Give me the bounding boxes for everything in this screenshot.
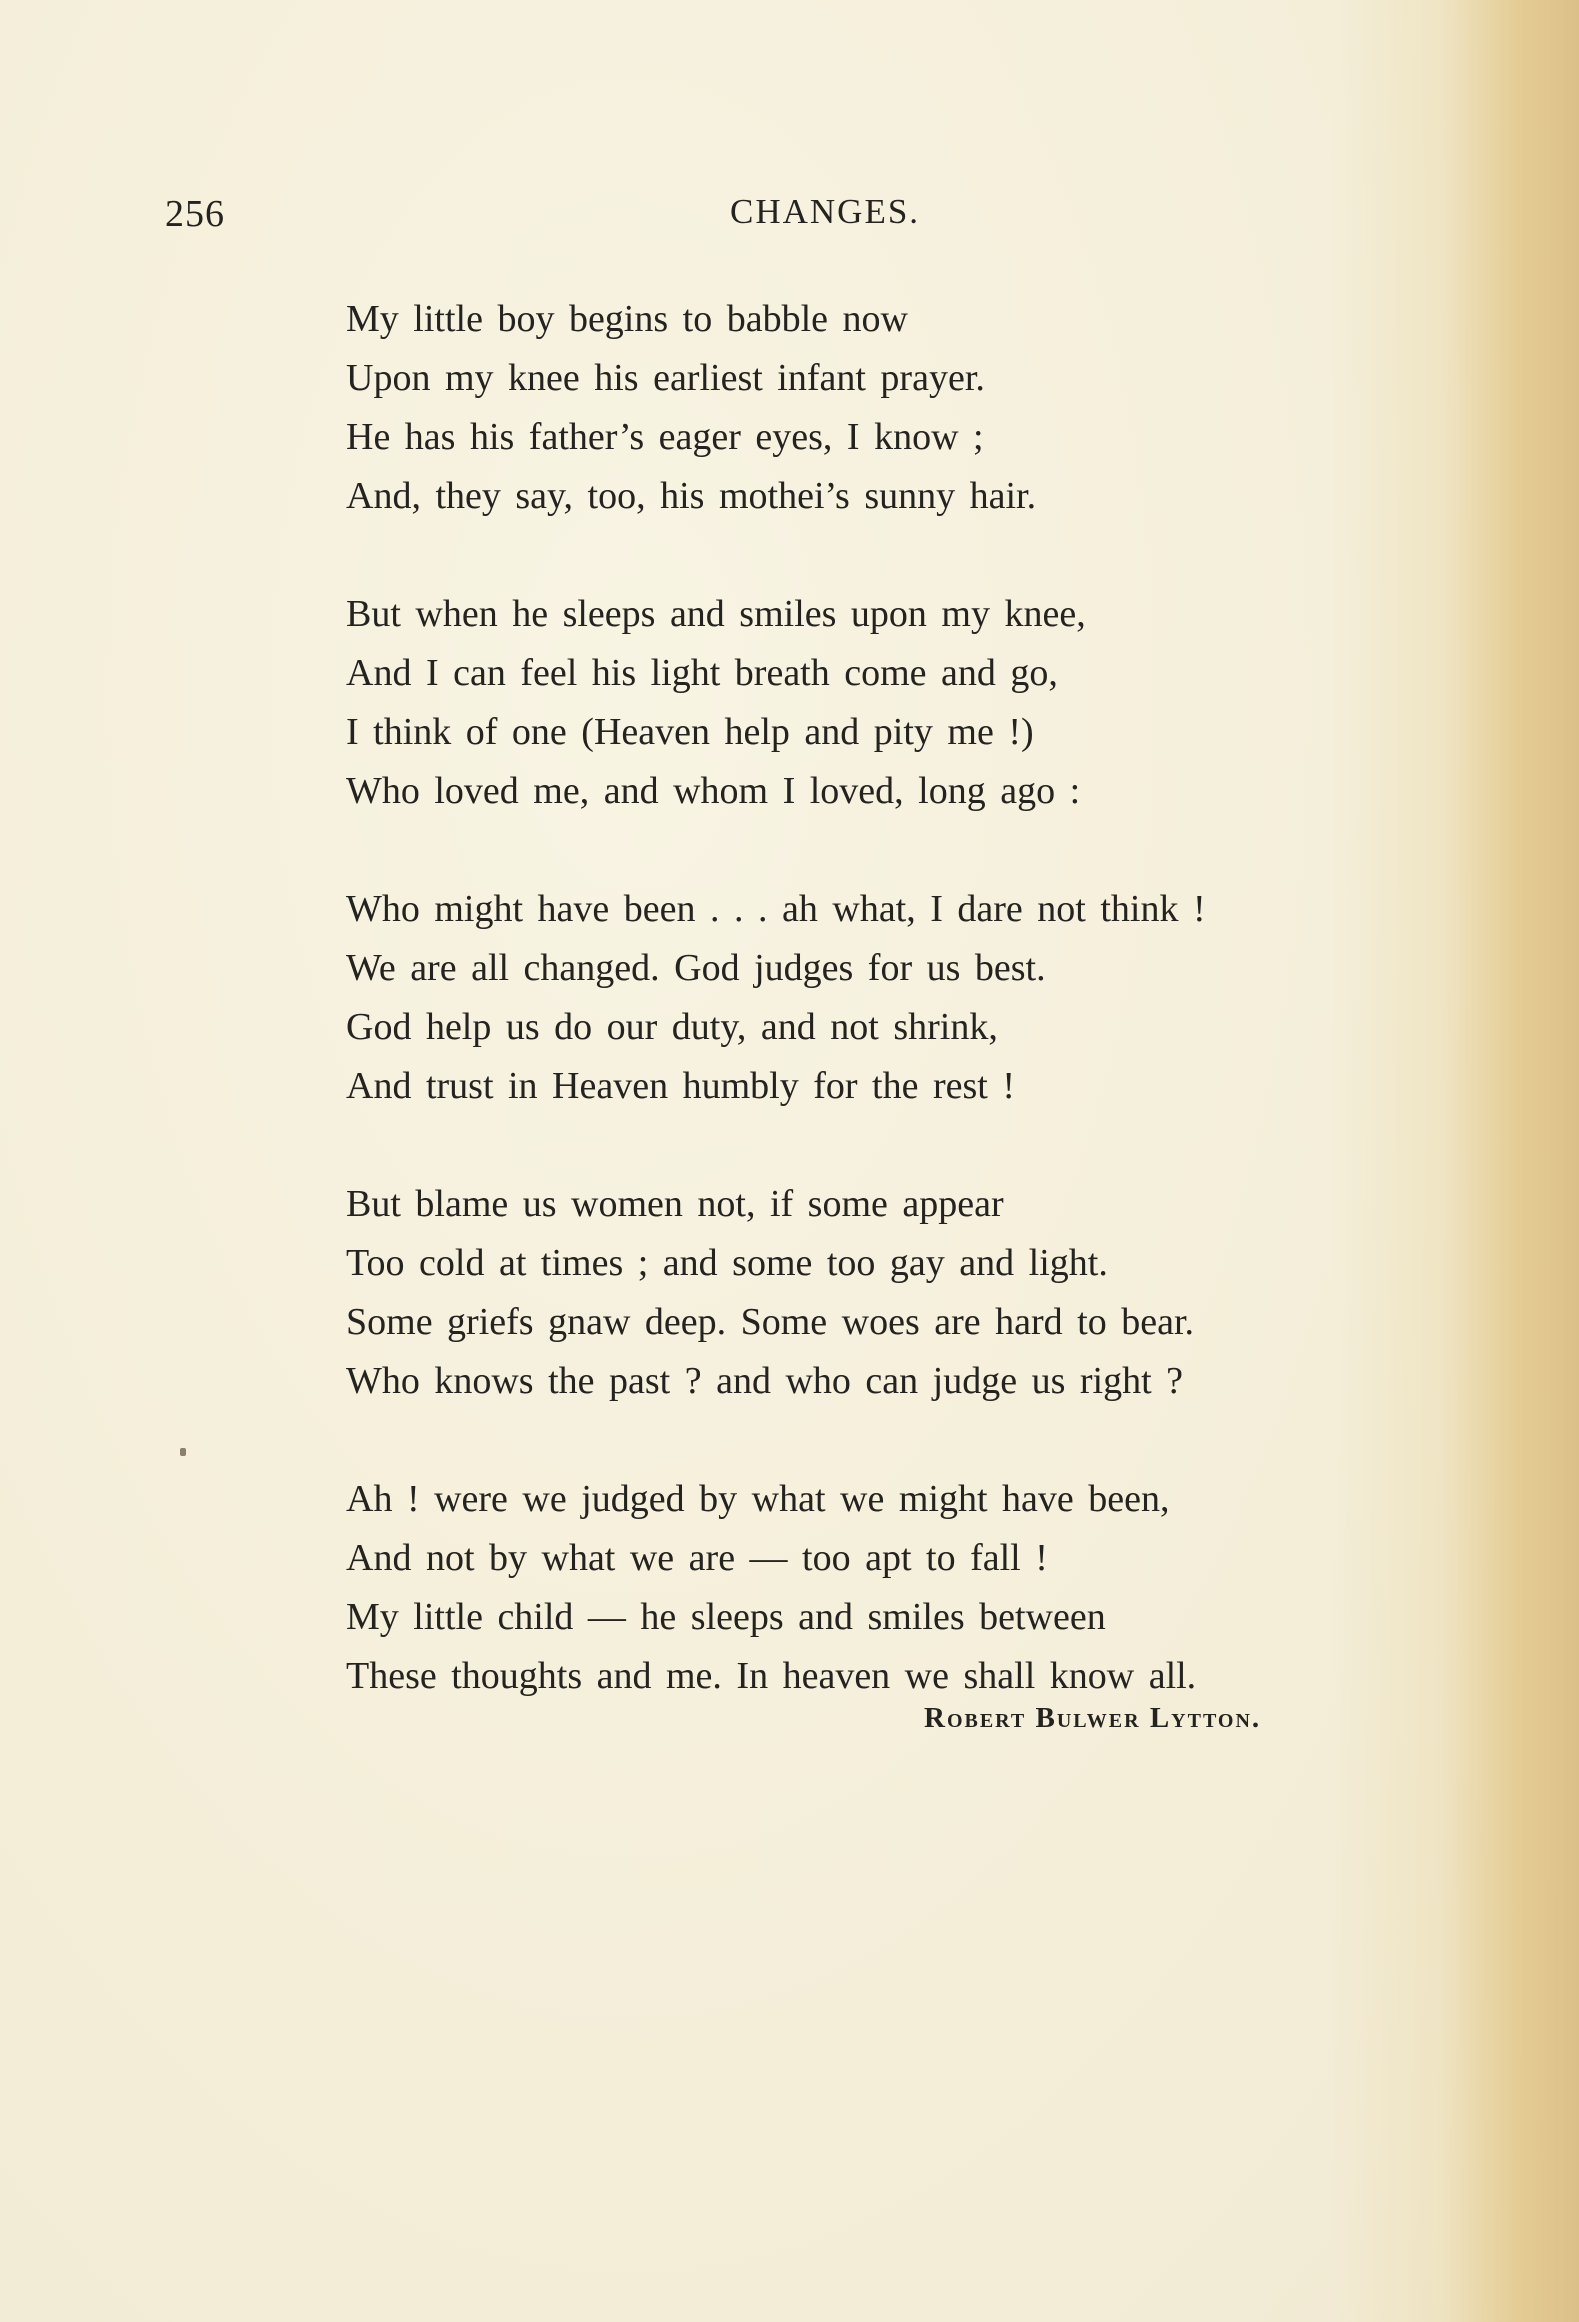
poem-line: These thoughts and me. In heaven we shall know all. bbox=[346, 1655, 1197, 1697]
poem-line: My little child — he sleeps and smiles between bbox=[346, 1596, 1106, 1638]
author-attribution: Robert Bulwer Lytton. bbox=[924, 1702, 1262, 1734]
page-number: 256 bbox=[165, 193, 225, 235]
poem-line: Some griefs gnaw deep. Some woes are hard to bear. bbox=[346, 1301, 1195, 1343]
poem-line: But when he sleeps and smiles upon my knee, bbox=[346, 593, 1086, 635]
stanza-1 bbox=[346, 290, 1466, 526]
poem-line: I think of one (Heaven help and pity me !) bbox=[346, 711, 1034, 753]
stanza-4 bbox=[346, 1175, 1466, 1411]
poem-line: But blame us women not, if some appear bbox=[346, 1183, 1004, 1225]
poem-line: My little boy begins to babble now bbox=[346, 298, 908, 340]
stray-ink-mark bbox=[180, 1448, 186, 1456]
page-title: CHANGES. bbox=[730, 192, 921, 231]
poem-line: Who might have been . . . ah what, I dare not think ! bbox=[346, 888, 1206, 930]
poem-line: Who loved me, and whom I loved, long ago : bbox=[346, 770, 1081, 812]
poem-line: And trust in Heaven humbly for the rest ! bbox=[346, 1065, 1015, 1107]
poem-line: Who knows the past ? and who can judge us right ? bbox=[346, 1360, 1183, 1402]
stanza-5 bbox=[346, 1470, 1466, 1706]
poem-line: We are all changed. God judges for us best. bbox=[346, 947, 1046, 989]
poem-line: Too cold at times ; and some too gay and light. bbox=[346, 1242, 1108, 1284]
poem-line: He has his father’s eager eyes, I know ; bbox=[346, 416, 984, 458]
poem-line: And I can feel his light breath come and go, bbox=[346, 652, 1058, 694]
poem bbox=[346, 290, 1466, 1765]
poem-line: And, they say, too, his mothei’s sunny hair. bbox=[346, 475, 1037, 517]
running-head bbox=[0, 192, 1579, 242]
stanza-3 bbox=[346, 880, 1466, 1116]
stanza-2 bbox=[346, 585, 1466, 821]
poem-line: Upon my knee his earliest infant prayer. bbox=[346, 357, 985, 399]
poem-line: God help us do our duty, and not shrink, bbox=[346, 1006, 998, 1048]
poem-line: Ah ! were we judged by what we might have been, bbox=[346, 1478, 1170, 1520]
poem-line: And not by what we are — too apt to fall ! bbox=[346, 1537, 1048, 1579]
